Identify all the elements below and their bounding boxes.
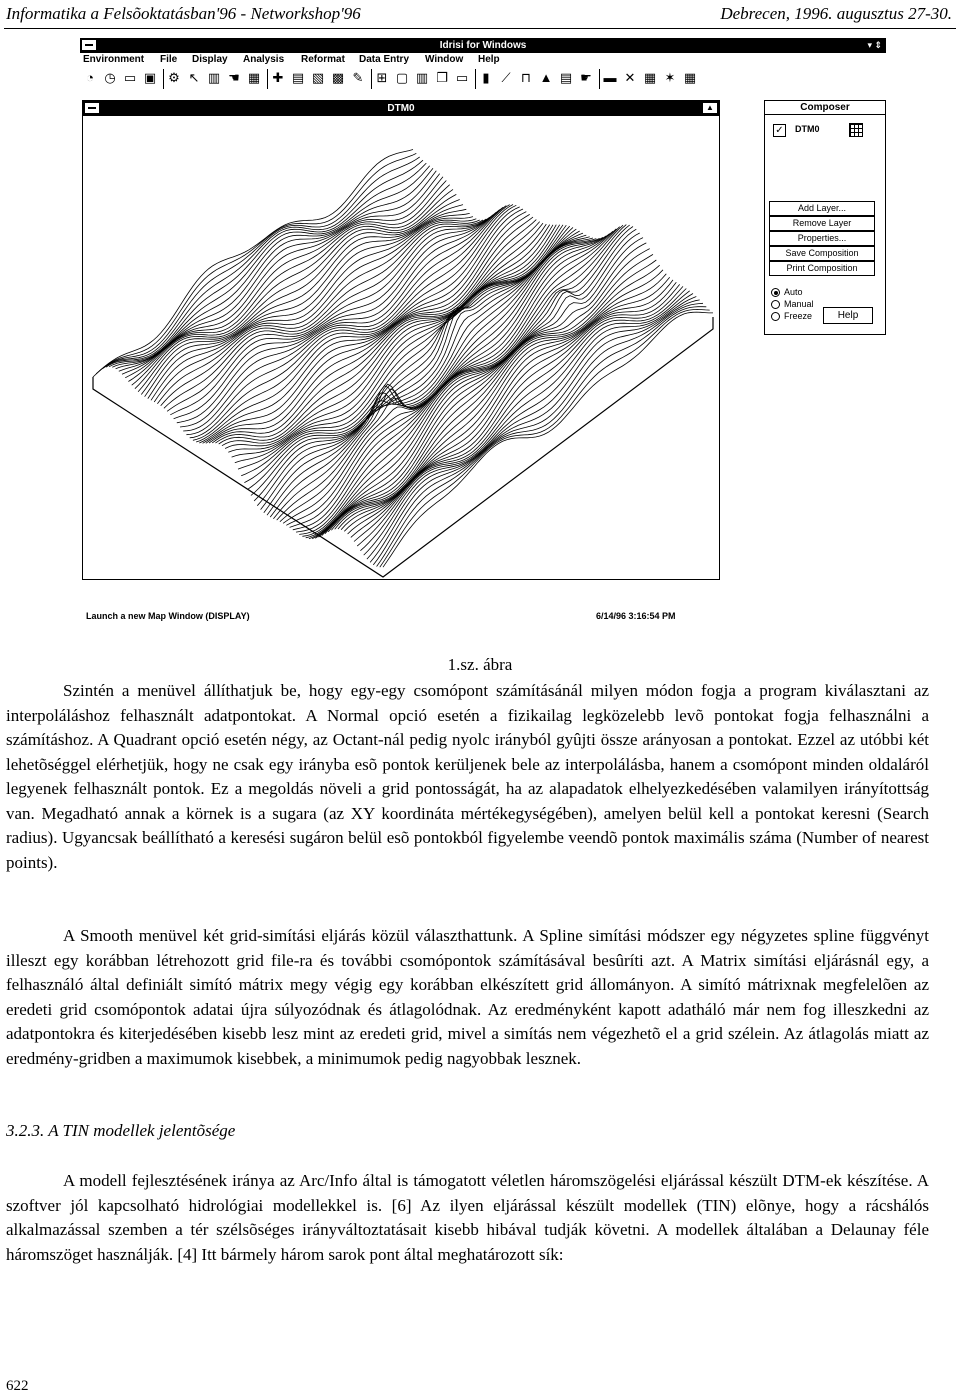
page-number: 622	[6, 1378, 29, 1394]
calculator-icon[interactable]: ▧	[311, 70, 325, 85]
table-icon[interactable]: ▤	[291, 70, 305, 85]
pipe-icon[interactable]: ⊓	[520, 70, 532, 85]
grid-icon[interactable]: ▦	[247, 70, 261, 85]
app-title-bar	[80, 38, 886, 53]
menu-analysis[interactable]: Analysis	[243, 54, 285, 65]
terrain-profile-line	[264, 237, 590, 513]
idrisi-screenshot	[80, 38, 886, 626]
hand-icon[interactable]: ☚	[228, 70, 240, 85]
box-icon[interactable]: ▢	[395, 70, 409, 85]
terrain-profile-line	[148, 213, 470, 398]
paragraph-neighbor-search	[6, 679, 929, 875]
print-composition-button[interactable]: Print Composition	[769, 261, 875, 276]
app-title: Idrisi for Windows	[439, 40, 527, 51]
raster-grid-icon	[849, 123, 863, 137]
terrain-profile-line	[251, 229, 576, 495]
star-icon[interactable]: ✶	[664, 70, 676, 85]
map-window-title: DTM0	[387, 103, 415, 114]
paragraph-text: A Smooth menüvel két grid-simítási eljárás közül választhattunk. A Spline simítási módszer egy négyzetes spline függvényt illeszt egy korábban létrehozott grid file-ra és további csomópontok számításával besûríti azt. A Matrix simítási eljárásnál egy, a felhasználó által definiált simító mátrix megy végig egy korábban elkészített grid állományon. A simító mátrixnak megfelelõen az eredeti grid csomópontok adatai újra súlyozódnak és átlagolódnak. Az eredményként kapott adatháló már nem fog illeszkedni az adatpontokra és kiterjedésében kisebb lesz mint az eredeti grid, mivel a simítás nem végezhetõ el a grid szélein. Az átlagolás miatt az eredmény-gridben a maximumok kisebbek, a minimumok pedig nagyobbak lesznek.	[6, 926, 929, 1068]
pages-icon[interactable]: ❐	[436, 70, 448, 85]
menu-help[interactable]: Help	[478, 54, 500, 65]
trash-icon[interactable]: ▬	[603, 70, 617, 85]
layer-name: DTM0	[795, 124, 820, 134]
terrain-profile-line	[190, 205, 513, 438]
terrain-profile-line	[360, 291, 689, 551]
toolbar-separator	[599, 69, 600, 89]
status-message: Launch a new Map Window (DISPLAY)	[86, 611, 250, 621]
radio-empty-icon	[771, 300, 780, 309]
menu-data-entry[interactable]: Data Entry	[359, 54, 410, 65]
clock-icon[interactable]: ◷	[104, 70, 116, 85]
terrain-profile-line	[238, 225, 563, 469]
gear-icon[interactable]: ⚙	[168, 70, 180, 85]
toolbar-separator	[371, 69, 372, 89]
running-header-right: Debrecen, 1996. augusztus 27-30.	[720, 4, 952, 23]
x-icon[interactable]: ✕	[624, 70, 636, 85]
composer-dialog	[764, 100, 886, 335]
layer-checkbox[interactable]: ✓	[773, 124, 786, 137]
add-layer-button[interactable]: Add Layer...	[769, 201, 875, 216]
paragraph-tin	[6, 1169, 929, 1267]
map-window[interactable]	[82, 100, 720, 580]
mode-auto-radio[interactable]: Auto	[771, 287, 803, 298]
pie-chart-icon[interactable]: ◔	[86, 70, 94, 85]
map-window-title-bar	[83, 101, 719, 116]
open-file-icon[interactable]: ▭	[123, 70, 137, 85]
mode-manual-radio[interactable]: Manual	[771, 299, 814, 310]
disk-icon[interactable]: ▭	[455, 70, 469, 85]
graph-icon[interactable]: ▲	[539, 70, 553, 85]
toolbar	[80, 69, 720, 89]
menu-bar	[80, 53, 886, 67]
hand-pointer-icon[interactable]: ☛	[580, 70, 592, 85]
system-menu-button[interactable]	[82, 40, 96, 50]
menu-reformat[interactable]: Reformat	[301, 54, 345, 65]
cursor-icon[interactable]: ↖	[188, 70, 200, 85]
terrain-profile-line	[306, 227, 633, 538]
terrain-profile-line	[293, 227, 620, 530]
terrain-profile-line	[219, 223, 543, 444]
camera-icon[interactable]: ▩	[331, 70, 345, 85]
window-icon[interactable]: ⊞	[376, 70, 388, 85]
layer-row[interactable]	[773, 123, 877, 137]
radio-empty-icon	[771, 312, 780, 321]
status-timestamp: 6/14/96 3:16:54 PM	[596, 611, 676, 621]
terrain-profile-line	[351, 284, 680, 537]
terrain-profile-line	[273, 238, 599, 518]
map-system-menu-button[interactable]	[85, 103, 99, 113]
terrain-profile-line	[99, 157, 419, 371]
image-icon[interactable]: ▣	[143, 70, 157, 85]
terrain-profile-line	[151, 217, 473, 401]
menu-environment[interactable]: Environment	[83, 54, 145, 65]
terrain-profile-line	[254, 231, 580, 501]
terrain-profile-line	[106, 163, 426, 367]
chart-icon[interactable]: ▮	[482, 70, 490, 85]
paragraph-text: A modell fejlesztésének iránya az Arc/Info által is támogatott véletlen háromszögelési eljárással készült DTM-ek készítése. A szoftver jól kapcsolható hidrológiai modellekkel is. [6] Az ilyen eljárással készült modellek (TIN) elõnye, hogy a rácshálós alkalmazással szemben a tér szélsõséges irányváltoztatásait kisebb hibával tudják követni. A modellek általában a Delaunay féle háromszöget használják. [4] Itt bármely három sarok pont által meghatározott sík:	[6, 1171, 929, 1264]
dtm-wireframe-image	[83, 117, 719, 579]
toolbar-separator	[163, 69, 164, 89]
menu-window[interactable]: Window	[425, 54, 464, 65]
cross-icon[interactable]: ✚	[272, 70, 284, 85]
figure-caption: 1.sz. ábra	[447, 655, 513, 674]
factory-icon[interactable]: ▥	[207, 70, 221, 85]
minimize-maximize-icon[interactable]: ▾ ⇕	[867, 40, 882, 50]
mode-freeze-radio[interactable]: Freeze	[771, 311, 812, 322]
toolbar-separator	[475, 69, 476, 89]
brush-icon[interactable]: ✎	[352, 70, 364, 85]
menu-display[interactable]: Display	[192, 54, 228, 65]
paragraph-smooth	[6, 924, 929, 1071]
help-button[interactable]: Help	[823, 307, 873, 324]
map-maximize-icon[interactable]: ▲	[703, 103, 717, 113]
layers-icon[interactable]: ▦	[643, 70, 657, 85]
toolbar-separator	[267, 69, 268, 89]
vector-icon[interactable]: ⟋	[501, 70, 511, 85]
doc-icon[interactable]: ▤	[559, 70, 573, 85]
save-composition-button[interactable]: Save Composition	[769, 246, 875, 261]
terrain-profile-line	[161, 220, 483, 406]
header-rule	[4, 28, 956, 29]
remove-layer-button[interactable]: Remove Layer	[769, 216, 875, 231]
composer-title: Composer	[765, 101, 885, 115]
section-heading: 3.2.3. A TIN modellek jelentõsége	[6, 1121, 236, 1140]
stats-icon[interactable]: ▥	[415, 70, 429, 85]
menu-file[interactable]: File	[160, 54, 178, 65]
properties-button[interactable]: Properties...	[769, 231, 875, 246]
table2-icon[interactable]: ▦	[683, 70, 697, 85]
radio-selected-icon	[771, 288, 780, 297]
running-header-left: Informatika a Felsõoktatásban'96 - Networkshop'96	[6, 4, 361, 23]
paragraph-text: Szintén a menüvel állíthatjuk be, hogy egy-egy csomópont számításánál milyen módon fogja a program kiválasztani az interpoláláshoz felhasznált adatpontokat. A Normal opció esetén a fizikailag legközelebb levõ pontokat fogja felhasználni a számításhoz. A Quadrant opció esetén négy, az Octant-nál pedig nyolc irányból gyûjti össze arányosan a pontokat. Ezzel az utóbbi két lehetõséggel elérhetjük, hogy ne csak egy irányba esõ pontok kerüljenek bele az interpolálásba, hanem a csomópont minden oldaláról legyenek felhasznált pontok. Ez a megoldás növeli a grid pontosságát, ha az alapadatok elhelyezkedésében valamilyen irányítottság van. Megadható annak a körnek is a sugara (az XY koordináta mértékegységében), amelyen belül kell a pontokat keresni (Search radius). Ugyancsak beállítható a keresési sugáron belül esõ pontokból figyelembe veendõ pontok maximális száma (Number of nearest points).	[6, 681, 929, 872]
